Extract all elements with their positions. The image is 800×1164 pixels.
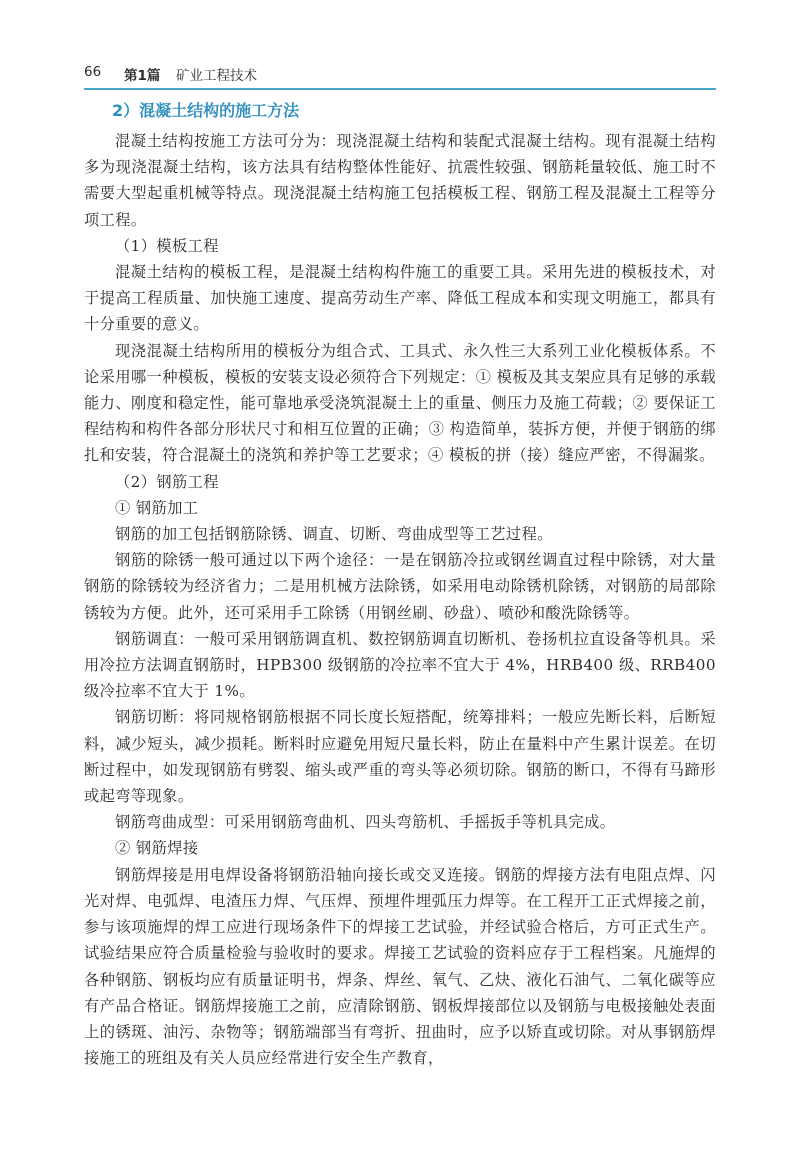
- paragraph: 钢筋切断：将同规格钢筋根据不同长度长短搭配，统筹排料；一般应先断长料，后断短料，减少短头，减少损耗。断料时应避免用短尺量长料，防止在量料中产生累计误差。在切断过程中，如发现钢筋有劈裂、缩头或严重的弯头等必须切除。钢筋的断口，不得有马蹄形或起弯等现象。: [84, 708, 716, 806]
- page-number: 66: [84, 64, 102, 80]
- section-title: 2）混凝土结构的施工方法: [112, 101, 300, 120]
- subsection-heading: （2）钢筋工程: [115, 472, 219, 491]
- running-header: [84, 62, 716, 88]
- body-content: [84, 98, 716, 1071]
- paragraph: 混凝土结构的模板工程，是混凝土结构构件施工的重要工具。采用先进的模板技术，对于提高工程质量、加快施工速度、提高劳动生产率、降低工程成本和实现文明施工，都具有十分重要的意义。: [84, 263, 716, 334]
- paragraph: 现浇混凝土结构所用的模板分为组合式、工具式、永久性三大系列工业化模板体系。不论采用哪一种模板，模板的安装支设必须符合下列规定：① 模板及其支架应具有足够的承载能力、刚度和稳定性，能可靠地承受浇筑混凝土上的重量、侧压力及施工荷载；② 要保证工程结构和构件各部分形状尺寸和相互位置的正确；③ 构造简单，装拆方便，并便于钢筋的绑扎和安装，符合混凝土的浇筑和养护等工艺要求；④ 模板的拼（接）缝应严密，不得漏浆。: [84, 341, 716, 465]
- chapter-title: 矿业工程技术: [176, 68, 257, 84]
- paragraph: 钢筋弯曲成型：可采用钢筋弯曲机、四头弯筋机、手摇扳手等机具完成。: [115, 813, 616, 832]
- item-heading: ② 钢筋焊接: [115, 839, 199, 858]
- paragraph: 钢筋的加工包括钢筋除锈、调直、切断、弯曲成型等工艺过程。: [115, 525, 553, 544]
- paragraph: 钢筋的除锈一般可通过以下两个途径：一是在钢筋冷拉或钢丝调直过程中除锈，对大量钢筋的除锈较为经济省力；二是用机械方法除锈，如采用电动除锈机除锈，对钢筋的局部除锈较为方便。此外，还可采用手工除锈（用钢丝刷、砂盘）、喷砂和酸洗除锈等。: [84, 551, 716, 622]
- item-heading: ① 钢筋加工: [115, 498, 199, 517]
- paragraph: 钢筋调直：一般可采用钢筋调直机、数控钢筋调直切断机、卷扬机拉直设备等机具。采用冷拉方法调直钢筋时，HPB300 级钢筋的冷拉率不宜大于 4%，HRB400 级、RRB400 级冷拉率不宜大于 1%。: [84, 629, 716, 701]
- chapter-label: 第1篇: [124, 68, 161, 84]
- subsection-heading: （1）模板工程: [115, 236, 219, 255]
- paragraph: 钢筋焊接是用电焊设备将钢筋沿轴向接长或交叉连接。钢筋的焊接方法有电阻点焊、闪光对焊、电弧焊、电渣压力焊、气压焊、预埋件埋弧压力焊等。在工程开工正式焊接之前，参与该项施焊的焊工应进行现场条件下的焊接工艺试验，并经试验合格后，方可正式生产。试验结果应符合质量检验与验收时的要求。焊接工艺试验的资料应存于工程档案。凡施焊的各种钢筋、钢板均应有质量证明书，焊条、焊丝、氧气、乙炔、液化石油气、二氧化碳等应有产品合格证。钢筋焊接施工之前，应清除钢筋、钢板焊接部位以及钢筋与电极接触处表面上的锈斑、油污、杂物等；钢筋端部当有弯折、扭曲时，应予以矫直或切除。对从事钢筋焊接施工的班组及有关人员应经常进行安全生产教育，: [84, 865, 716, 1068]
- paragraph: 混凝土结构按施工方法可分为：现浇混凝土结构和装配式混凝土结构。现有混凝土结构多为现浇混凝土结构，该方法具有结构整体性能好、抗震性较强、钢筋耗量较低、施工时不需要大型起重机械等特点。现浇混凝土结构施工包括模板工程、钢筋工程及混凝土工程等分项工程。: [84, 132, 716, 229]
- header-rule: [84, 88, 716, 90]
